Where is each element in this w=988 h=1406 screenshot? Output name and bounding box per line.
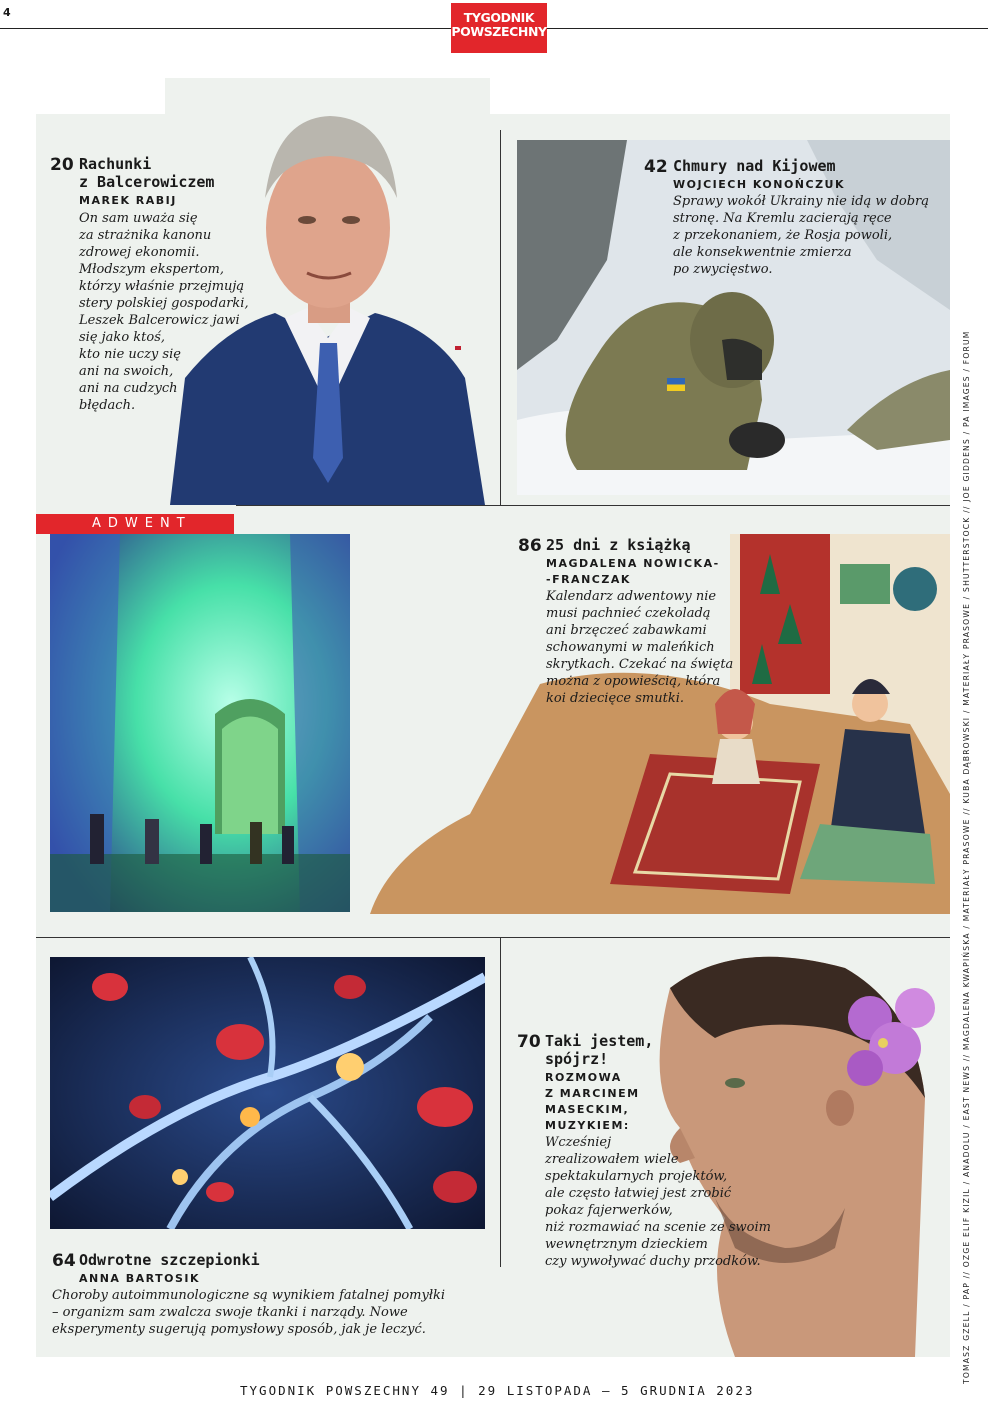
page-footer: TYGODNIK POWSZECHNY 49 | 29 LISTOPADA – 5 GRUDNIA 2023 bbox=[240, 1383, 755, 1398]
article-page-number: 64 bbox=[52, 1251, 76, 1271]
church-lights-photo[interactable] bbox=[50, 534, 352, 912]
immune-cells-illustration[interactable] bbox=[50, 957, 485, 1229]
article-author: MAREK RABIJ bbox=[79, 194, 177, 207]
article-odwrotne-szczepionki[interactable] bbox=[52, 1251, 492, 1338]
lead-line: koi dziecięce smutki. bbox=[546, 691, 685, 706]
lead-line: spektakularnych projektów, bbox=[545, 1169, 728, 1184]
article-page-number: 70 bbox=[517, 1032, 541, 1052]
article-title: 25 dni z książką bbox=[546, 536, 691, 554]
article-page-number: 20 bbox=[50, 155, 74, 175]
lead-line: błędach. bbox=[79, 398, 136, 413]
lead-line: eksperymenty sugerują pomysłowy sposób, jak je leczyć. bbox=[52, 1322, 426, 1337]
lead-line: Wcześniej bbox=[545, 1135, 612, 1150]
lead-line: zdrowej ekonomii. bbox=[79, 245, 200, 260]
article-lead bbox=[79, 210, 270, 414]
lead-line: On sam uważa się bbox=[79, 211, 198, 226]
article-25-dni[interactable] bbox=[518, 536, 748, 707]
article-balcerowicz[interactable] bbox=[50, 155, 270, 414]
divider-middle-horizontal bbox=[36, 937, 950, 938]
article-author: Z MARCINEM bbox=[545, 1087, 640, 1100]
lead-line: po zwycięstwo. bbox=[673, 262, 773, 277]
photo-credits: TOMASZ GZELL / PAP // OZGE ELIF KIZIL / ANADOLU / EAST NEWS // MAGDALENA KWAPIŃSKA / MATERIAŁY PRASOWE // KUBA DĄBROWSKI / MATERIAŁY PRASOWE / SHUTTERSTOCK // JOE GIDDENS / PA IMAGES / FORUM bbox=[962, 330, 971, 1384]
divider-top-horizontal bbox=[236, 505, 950, 506]
divider-bottom-vertical bbox=[500, 937, 501, 1267]
lead-line: czy wywoływać duchy przodków. bbox=[545, 1254, 761, 1269]
article-taki-jestem[interactable] bbox=[517, 1032, 787, 1270]
article-author: MAGDALENA NOWICKA- bbox=[546, 557, 720, 570]
article-page-number: 86 bbox=[518, 536, 542, 556]
lead-line: zrealizowałem wiele bbox=[545, 1152, 679, 1167]
article-author: -FRANCZAK bbox=[546, 573, 631, 586]
logo-line-1: TYGODNIK bbox=[463, 10, 535, 25]
lead-line: – organizm sam zwalcza swoje tkanki i narządy. Nowe bbox=[52, 1305, 408, 1320]
publication-logo[interactable] bbox=[451, 3, 547, 53]
article-lead bbox=[546, 588, 748, 707]
lead-line: stery polskiej gospodarki, bbox=[79, 296, 249, 311]
divider-top-vertical bbox=[500, 130, 501, 505]
lead-line: musi pachnieć czekoladą bbox=[546, 606, 711, 621]
lead-line: wewnętrznym dzieckiem bbox=[545, 1237, 708, 1252]
lead-line: niż rozmawiać na scenie ze swoim bbox=[545, 1220, 771, 1235]
lead-line: Leszek Balcerowicz jawi bbox=[79, 313, 240, 328]
article-page-number: 42 bbox=[644, 157, 668, 177]
logo-line-2: POWSZECHNY bbox=[451, 24, 547, 39]
section-label-adwent: ADWENT bbox=[36, 514, 234, 534]
article-lead bbox=[545, 1134, 787, 1270]
lead-line: Choroby autoimmunologiczne są wynikiem fatalnej pomyłki bbox=[52, 1288, 446, 1303]
lead-line: pokaz fajerwerków, bbox=[545, 1203, 673, 1218]
lead-line: skrytkach. Czekać na święta bbox=[546, 657, 734, 672]
page-number: 4 bbox=[3, 6, 11, 19]
lead-line: którzy właśnie przejmują bbox=[79, 279, 245, 294]
lead-line: Kalendarz adwentowy nie bbox=[546, 589, 717, 604]
lead-line: ani na swoich, bbox=[79, 364, 174, 379]
lead-line: można z opowieścią, która bbox=[546, 674, 721, 689]
lead-line: stronę. Na Kremlu zacierają ręce bbox=[673, 211, 892, 226]
lead-line: ani brzęczeć zabawkami bbox=[546, 623, 707, 638]
lead-line: Sprawy wokół Ukrainy nie idą w dobrą bbox=[673, 194, 930, 209]
lead-line: ale konsekwentnie zmierza bbox=[673, 245, 852, 260]
article-title: Taki jestem, bbox=[545, 1032, 654, 1050]
article-author: ANNA BARTOSIK bbox=[79, 1272, 201, 1285]
lead-line: Młodszym ekspertom, bbox=[79, 262, 224, 277]
lead-line: z przekonaniem, że Rosja powoli, bbox=[673, 228, 893, 243]
article-author: WOJCIECH KONOŃCZUK bbox=[673, 178, 846, 191]
article-title: Chmury nad Kijowem bbox=[673, 157, 836, 175]
article-lead bbox=[52, 1287, 492, 1338]
article-title: z Balcerowiczem bbox=[79, 173, 215, 191]
lead-line: ani na cudzych bbox=[79, 381, 178, 396]
lead-line: się jako ktoś, bbox=[79, 330, 166, 345]
article-author: ROZMOWA bbox=[545, 1071, 622, 1084]
article-title: spójrz! bbox=[545, 1050, 609, 1068]
article-title: Odwrotne szczepionki bbox=[79, 1251, 260, 1269]
lead-line: ale często łatwiej jest zrobić bbox=[545, 1186, 732, 1201]
lead-line: za strażnika kanonu bbox=[79, 228, 212, 243]
article-kijow[interactable] bbox=[644, 157, 944, 278]
lead-line: schowanymi w maleńkich bbox=[546, 640, 715, 655]
article-title: Rachunki bbox=[79, 155, 152, 173]
article-lead bbox=[673, 193, 944, 278]
lead-line: kto nie uczy się bbox=[79, 347, 181, 362]
article-author: MUZYKIEM: bbox=[545, 1119, 630, 1132]
article-author: MASECKIM, bbox=[545, 1103, 630, 1116]
